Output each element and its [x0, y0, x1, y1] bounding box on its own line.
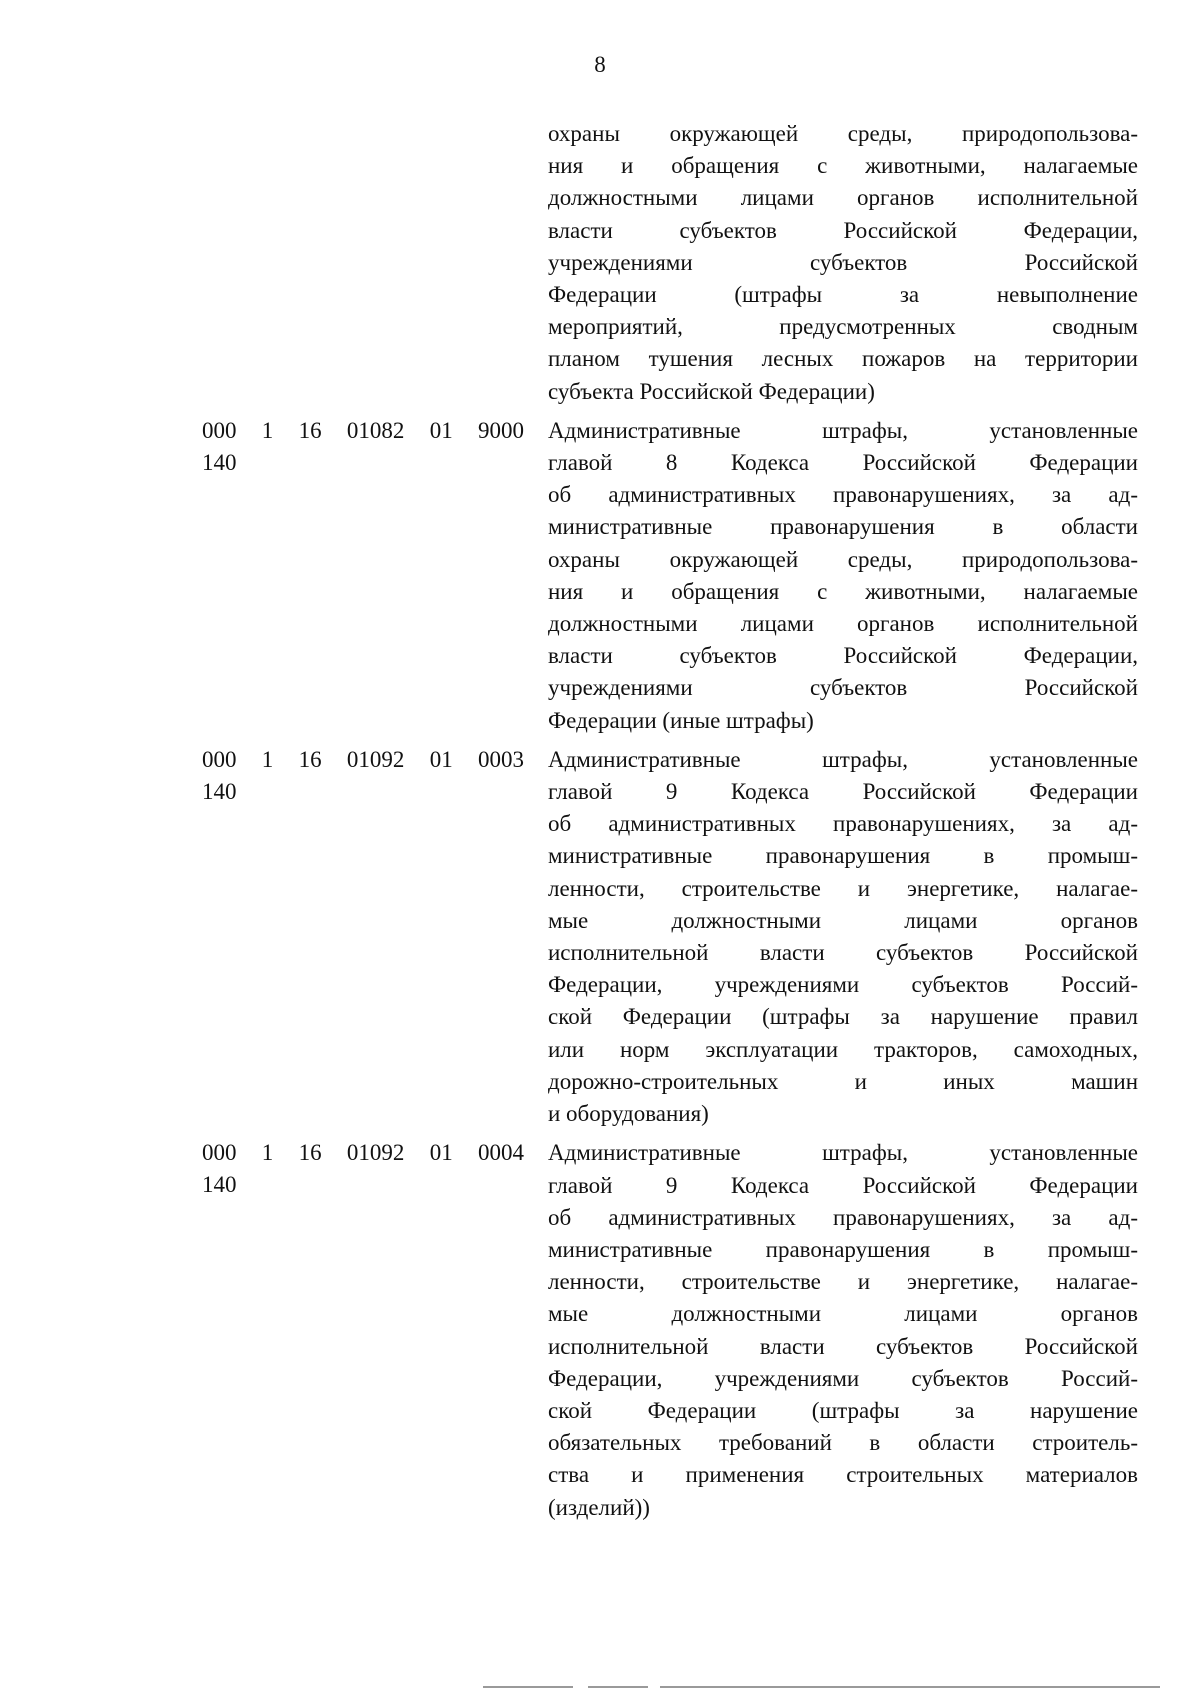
code-part: 01082 [346, 417, 405, 443]
page-number: 8 [594, 52, 606, 77]
description-cell [548, 118, 1138, 408]
description-line: главой 9 Кодекса Российской Федерации [548, 1172, 1138, 1198]
description-line: мые должностными лицами органов [548, 907, 1138, 933]
description-line: главой 8 Кодекса Российской Федерации [548, 450, 1138, 476]
description-line: ства и применения строительных материалов [548, 1462, 1138, 1488]
scan-edge-line [483, 1686, 573, 1688]
codes-table [202, 118, 1138, 1531]
description-line: мые должностными лицами органов [548, 1301, 1138, 1327]
table-row [202, 415, 1138, 737]
description-line: планом тушения лесных пожаров на территории [548, 346, 1138, 372]
description-line: мероприятий, предусмотренных сводным [548, 314, 1138, 340]
code-suffix: 140 [202, 778, 237, 804]
scan-edge-line [660, 1686, 1160, 1688]
description-line: (изделий)) [548, 1494, 650, 1520]
description-line: Административные штрафы, установленные [548, 1140, 1138, 1166]
description-line: исполнительной власти субъектов Российской [548, 940, 1138, 966]
description-line: ленности, строительстве и энергетике, налагае- [548, 875, 1138, 901]
description-cell [548, 415, 1138, 737]
code-part: 01 [429, 746, 453, 772]
code-part: 9000 [477, 417, 524, 443]
description-line: должностными лицами органов исполнительной [548, 185, 1138, 211]
description-line: Административные штрафы, установленные [548, 417, 1138, 443]
description-line: или норм эксплуатации тракторов, самоходных, [548, 1036, 1138, 1062]
scan-edge-line [588, 1686, 648, 1688]
code-part: 16 [298, 1140, 322, 1166]
description-line: министративные правонарушения в промыш- [548, 843, 1138, 869]
description-line: ния и обращения с животными, налагаемые [548, 153, 1138, 179]
code-part: 01092 [346, 1140, 405, 1166]
description-line: дорожно-строительных и иных машин [548, 1068, 1138, 1094]
description-line: учреждениями субъектов Российской [548, 249, 1138, 275]
description-line: охраны окружающей среды, природопользова- [548, 121, 1138, 146]
description-line: Федерации (иные штрафы) [548, 707, 814, 733]
continuation-row [202, 118, 1138, 408]
description-line: власти субъектов Российской Федерации, [548, 643, 1138, 669]
description-line: об административных правонарушениях, за ад- [548, 482, 1138, 508]
description-line: субъекта Российской Федерации) [548, 378, 875, 404]
description-line: Федерации, учреждениями субъектов Россий- [548, 972, 1138, 998]
description-line: обязательных требований в области строитель- [548, 1430, 1138, 1456]
code-part: 000 [202, 1140, 237, 1166]
code-part: 000 [202, 417, 237, 443]
budget-code [202, 415, 548, 479]
description-line: Федерации (штрафы за невыполнение [548, 282, 1138, 308]
code-part: 000 [202, 746, 237, 772]
description-line: охраны окружающей среды, природопользова- [548, 546, 1138, 572]
code-part: 01 [429, 417, 453, 443]
description-line: Федерации, учреждениями субъектов Россий- [548, 1365, 1138, 1391]
code-part: 1 [261, 1140, 274, 1166]
budget-code [202, 744, 548, 808]
description-line: министративные правонарушения в промыш- [548, 1236, 1138, 1262]
description-line: учреждениями субъектов Российской [548, 675, 1138, 701]
code-part: 0004 [477, 1140, 524, 1166]
description-line: об административных правонарушениях, за ад- [548, 1204, 1138, 1230]
description-line: и оборудования) [548, 1101, 709, 1127]
code-part: 16 [298, 417, 322, 443]
description-line: должностными лицами органов исполнительной [548, 611, 1138, 637]
description-line: ния и обращения с животными, налагаемые [548, 578, 1138, 604]
description-line: Административные штрафы, установленные [548, 746, 1138, 772]
code-part: 16 [298, 746, 322, 772]
table-row [202, 1137, 1138, 1523]
code-part: 0003 [477, 746, 524, 772]
description-line: ской Федерации (штрафы за нарушение правил [548, 1004, 1138, 1030]
code-part: 01 [429, 1140, 453, 1166]
description-line: об административных правонарушениях, за ад- [548, 811, 1138, 837]
description-line: исполнительной власти субъектов Российской [548, 1333, 1138, 1359]
description-line: ской Федерации (штрафы за нарушение [548, 1397, 1138, 1423]
code-suffix: 140 [202, 449, 237, 475]
description-line: министративные правонарушения в области [548, 514, 1138, 540]
description-cell [548, 1137, 1138, 1523]
description-line: главой 9 Кодекса Российской Федерации [548, 779, 1138, 805]
code-part: 01092 [346, 746, 405, 772]
code-part: 1 [261, 417, 274, 443]
description-cell [548, 744, 1138, 1130]
code-part: 1 [261, 746, 274, 772]
code-suffix: 140 [202, 1172, 237, 1198]
description-line: власти субъектов Российской Федерации, [548, 217, 1138, 243]
budget-code [202, 1137, 548, 1201]
table-row [202, 744, 1138, 1130]
description-line: ленности, строительстве и энергетике, налагае- [548, 1269, 1138, 1295]
